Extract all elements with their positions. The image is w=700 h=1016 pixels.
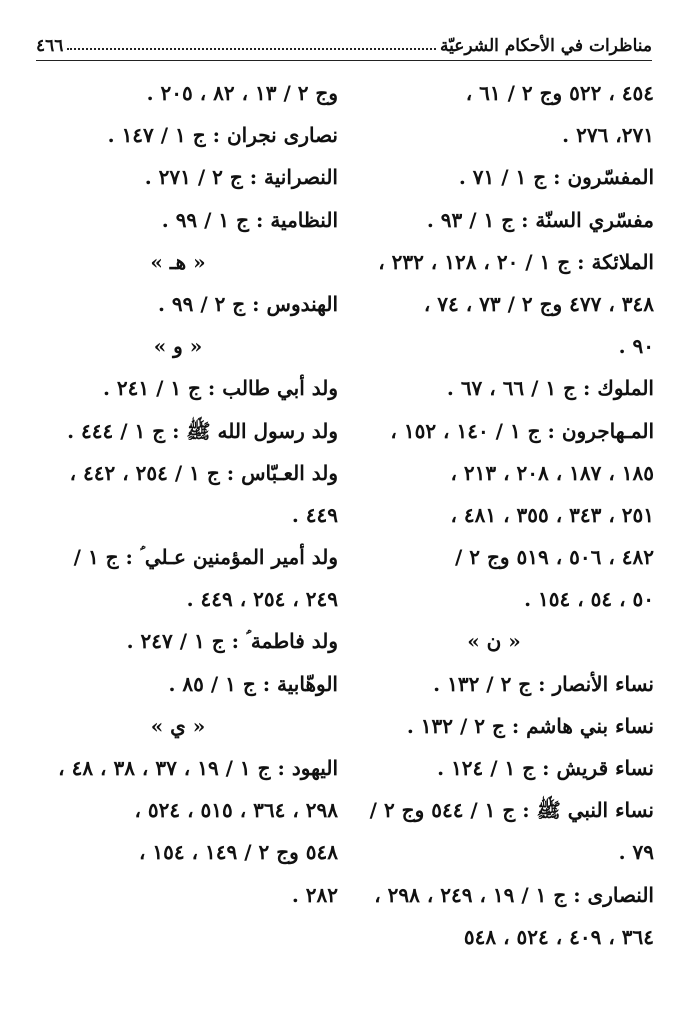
index-line: ولد رسول الله ﷺ : ج ١ / ٤٤٤ . <box>67 418 338 443</box>
index-line: نساء الأنصار : ج ٢ / ١٣٢ . <box>433 671 654 696</box>
index-line: مفسّري السنّة : ج ١ / ٩٣ . <box>426 207 654 232</box>
index-line: ٢٤٩ ، ٢٥٤ ، ٤٤٩ . <box>186 587 338 612</box>
index-line: ٣٦٤ ، ٤٠٩ ، ٥٢٤ ، ٥٤٨ <box>463 924 654 949</box>
index-line: ٤٤٩ . <box>291 502 338 527</box>
index-line: ولد العـبّاس : ج ١ / ٢٥٤ ، ٤٤٢ ، <box>69 460 338 485</box>
index-line: نساء بني هاشم : ج ٢ / ١٣٢ . <box>406 713 654 738</box>
index-line: ٧٩ . <box>618 840 654 865</box>
index-line: ٤٨٢ ، ٥٠٦ ، ٥١٩ وج ٢ / <box>454 545 654 570</box>
index-line: وج ٢ / ١٣ ، ٨٢ ، ٢٠٥ . <box>146 81 338 105</box>
index-line: ٤٥٤ ، ٥٢٢ وج ٢ / ٦١ ، <box>465 81 654 105</box>
section-letter-heading: « و » <box>153 334 203 359</box>
index-line: ٣٤٨ ، ٤٧٧ وج ٢ / ٧٣ ، ٧٤ ، <box>423 291 654 316</box>
index-line: الملائكة : ج ١ / ٢٠ ، ١٢٨ ، ٢٣٢ ، <box>378 249 654 274</box>
index-line: ولد فاطمة ؑ : ج ١ / ٢٤٧ . <box>126 629 338 654</box>
section-letter-heading: « ي » <box>150 713 206 738</box>
index-line: ٢٩٨ ، ٣٦٤ ، ٥١٥ ، ٥٢٤ ، <box>134 798 338 823</box>
index-line: ولد أبي طالب : ج ١ / ٢٤١ . <box>102 376 338 401</box>
index-line: ٢٨٢ . <box>291 882 338 907</box>
index-column-left <box>18 72 338 916</box>
page-header <box>36 22 652 56</box>
header-rule <box>36 60 652 61</box>
running-title: مناظرات في الأحكام الشرعيّة <box>440 36 652 56</box>
page-number: ٤٦٦ <box>36 36 64 56</box>
index-line: ٥٤٨ وج ٢ / ١٤٩ ، ١٥٤ ، <box>139 840 338 865</box>
index-line: النصرانية : ج ٢ / ٢٧١ . <box>144 165 338 190</box>
index-line: اليهود : ج ١ / ١٩ ، ٣٧ ، ٣٨ ، ٤٨ ، <box>58 756 338 780</box>
index-line: النصارى : ج ١ / ١٩ ، ٢٤٩ ، ٢٩٨ ، <box>374 882 654 907</box>
header-leader-dots <box>67 48 436 50</box>
section-letter-heading: « ن » <box>467 629 521 654</box>
index-line: المـهاجرون : ج ١ / ١٤٠ ، ١٥٢ ، <box>390 418 654 443</box>
index-line: ٥٠ ، ٥٤ ، ١٥٤ . <box>524 587 654 612</box>
index-line: المفسّرون : ج ١ / ٧١ . <box>458 165 654 190</box>
index-column-right <box>334 72 654 958</box>
index-line: ولد أمير المؤمنين عـلي ؑ : ج ١ / <box>73 545 338 570</box>
index-line: الوهّابية : ج ١ / ٨٥ . <box>168 671 338 696</box>
index-line: نساء النبي ﷺ : ج ١ / ٥٤٤ وج ٢ / <box>369 798 654 823</box>
index-line: ٢٧١، ٢٧٦ . <box>562 123 654 148</box>
index-line: الملوك : ج ١ / ٦٦ ، ٦٧ . <box>446 376 654 401</box>
index-line: نصارى نجران : ج ١ / ١٤٧ . <box>107 123 338 148</box>
section-letter-heading: « هـ » <box>150 249 206 274</box>
index-line: ٩٠ . <box>618 334 654 359</box>
index-line: الهندوس : ج ٢ / ٩٩ . <box>157 291 338 316</box>
index-line: النظامية : ج ١ / ٩٩ . <box>161 207 338 232</box>
index-line: ١٨٥ ، ١٨٧ ، ٢٠٨ ، ٢١٣ ، <box>450 460 654 485</box>
index-line: ٢٥١ ، ٣٤٣ ، ٣٥٥ ، ٤٨١ ، <box>450 502 654 527</box>
index-line: نساء قريش : ج ١ / ١٢٤ . <box>437 756 654 780</box>
